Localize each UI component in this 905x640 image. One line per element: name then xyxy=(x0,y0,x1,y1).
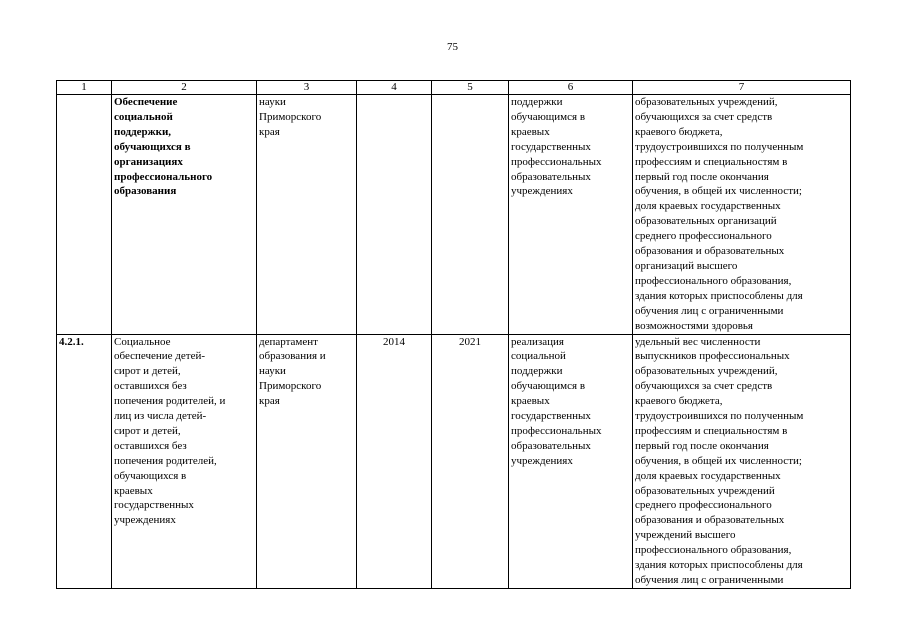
text-line: Социальное xyxy=(114,335,171,348)
text-line: края xyxy=(259,395,280,408)
header-col-5: 5 xyxy=(432,81,509,95)
program-table xyxy=(56,80,851,589)
cell-executor xyxy=(257,95,357,335)
text-line: государственных xyxy=(511,410,591,423)
cell-number: 4.2.1. xyxy=(57,334,112,588)
table-row xyxy=(57,95,851,335)
text-line: образовательных учреждений, xyxy=(635,96,778,108)
text-line: профессиям и специальностям в xyxy=(635,155,788,168)
text-line: поддержки, xyxy=(114,125,172,138)
text-line: сирот и детей, xyxy=(114,424,181,437)
text-line: здания которых приспособлены для xyxy=(635,559,803,572)
text-line: доля краевых государственных xyxy=(635,200,781,213)
text-line: профессионального xyxy=(114,170,213,183)
cell-end-year xyxy=(432,95,509,335)
text-line: науки xyxy=(259,365,286,378)
cell-measure-name xyxy=(112,95,257,335)
text-line: краевых xyxy=(511,395,550,408)
text-line: возможностями здоровья xyxy=(635,319,753,332)
table-row xyxy=(57,334,851,588)
text-line: организациях xyxy=(114,155,183,168)
text-line: выпускников профессиональных xyxy=(635,350,790,363)
text-line: учреждениях xyxy=(511,454,573,467)
text-line: обучающихся в xyxy=(114,140,191,153)
text-line: лиц из числа детей- xyxy=(114,410,207,423)
text-line: образовательных учреждений, xyxy=(635,365,778,378)
cell-start-year: 2014 xyxy=(357,334,432,588)
page-number: 75 xyxy=(447,41,458,53)
text-line: Обеспечение xyxy=(114,96,178,108)
text-line: государственных xyxy=(511,140,591,153)
text-line: образовательных xyxy=(511,170,591,183)
text-line: поддержки xyxy=(511,96,563,108)
text-line: образования и образовательных xyxy=(635,245,785,258)
text-line: удельный вес численности xyxy=(635,335,761,348)
text-line: обеспечение детей- xyxy=(114,350,206,363)
header-col-4: 4 xyxy=(357,81,432,95)
cell-measure-name xyxy=(112,334,257,588)
text-line: реализация xyxy=(511,335,564,348)
header-col-7: 7 xyxy=(633,81,851,95)
text-line: поддержки xyxy=(511,365,563,378)
text-line: трудоустроившихся по полученным xyxy=(635,140,804,153)
text-line: обучающимся в xyxy=(511,380,586,393)
cell-indicators xyxy=(633,95,851,335)
text-line: профессионального образования, xyxy=(635,544,792,557)
text-line: здания которых приспособлены для xyxy=(635,289,803,302)
text-line: учреждениях xyxy=(114,514,176,527)
text-line: краевого бюджета, xyxy=(635,395,723,408)
text-line: образовательных учреждений xyxy=(635,484,775,497)
text-line: профессиональных xyxy=(511,155,602,168)
text-line: департамент xyxy=(259,335,318,348)
text-line: учреждениях xyxy=(511,185,573,198)
text-line: обучающихся за счет средств xyxy=(635,110,773,123)
text-line: обучающихся за счет средств xyxy=(635,380,773,393)
text-line: обучения лиц с ограниченными xyxy=(635,574,784,586)
text-line: профессиональных xyxy=(511,424,602,437)
text-line: социальной xyxy=(511,350,566,363)
text-line: Приморского xyxy=(259,110,322,123)
cell-end-year: 2021 xyxy=(432,334,509,588)
text-line: края xyxy=(259,125,280,138)
header-col-6: 6 xyxy=(509,81,633,95)
text-line: трудоустроившихся по полученным xyxy=(635,410,804,423)
header-row xyxy=(57,81,851,95)
cell-start-year xyxy=(357,95,432,335)
text-line: социальной xyxy=(114,110,173,123)
text-line: учреждений высшего xyxy=(635,529,736,542)
header-col-1: 1 xyxy=(57,81,112,95)
text-line: профессиям и специальностям в xyxy=(635,424,788,437)
text-line: обучающихся в xyxy=(114,469,187,482)
cell-expected-result xyxy=(509,334,633,588)
text-line: образования и образовательных xyxy=(635,514,785,527)
text-line: краевых xyxy=(114,484,153,497)
cell-executor xyxy=(257,334,357,588)
text-line: первый год после окончания xyxy=(635,170,769,183)
text-line: образования и xyxy=(259,350,326,363)
text-line: попечения родителей, xyxy=(114,454,217,467)
text-line: оставшихся без xyxy=(114,439,187,452)
text-line: обучения лиц с ограниченными xyxy=(635,304,784,317)
text-line: обучения, в общей их численности; xyxy=(635,454,802,467)
text-line: профессионального образования, xyxy=(635,274,792,287)
text-line: образования xyxy=(114,185,177,198)
text-line: государственных xyxy=(114,499,194,512)
cell-indicators xyxy=(633,334,851,588)
text-line: доля краевых государственных xyxy=(635,469,781,482)
text-line: науки xyxy=(259,96,286,108)
text-line: среднего профессионального xyxy=(635,230,772,243)
text-line: образовательных организаций xyxy=(635,215,777,228)
text-line: образовательных xyxy=(511,439,591,452)
header-col-2: 2 xyxy=(112,81,257,95)
cell-number xyxy=(57,95,112,335)
text-line: обучающимся в xyxy=(511,110,586,123)
text-line: попечения родителей, и xyxy=(114,395,226,408)
text-line: краевого бюджета, xyxy=(635,125,723,138)
text-line: обучения, в общей их численности; xyxy=(635,185,802,198)
text-line: организаций высшего xyxy=(635,259,738,272)
cell-expected-result xyxy=(509,95,633,335)
header-col-3: 3 xyxy=(257,81,357,95)
text-line: Приморского xyxy=(259,380,322,393)
text-line: первый год после окончания xyxy=(635,439,769,452)
text-line: оставшихся без xyxy=(114,380,187,393)
text-line: краевых xyxy=(511,125,550,138)
text-line: сирот и детей, xyxy=(114,365,181,378)
text-line: среднего профессионального xyxy=(635,499,772,512)
